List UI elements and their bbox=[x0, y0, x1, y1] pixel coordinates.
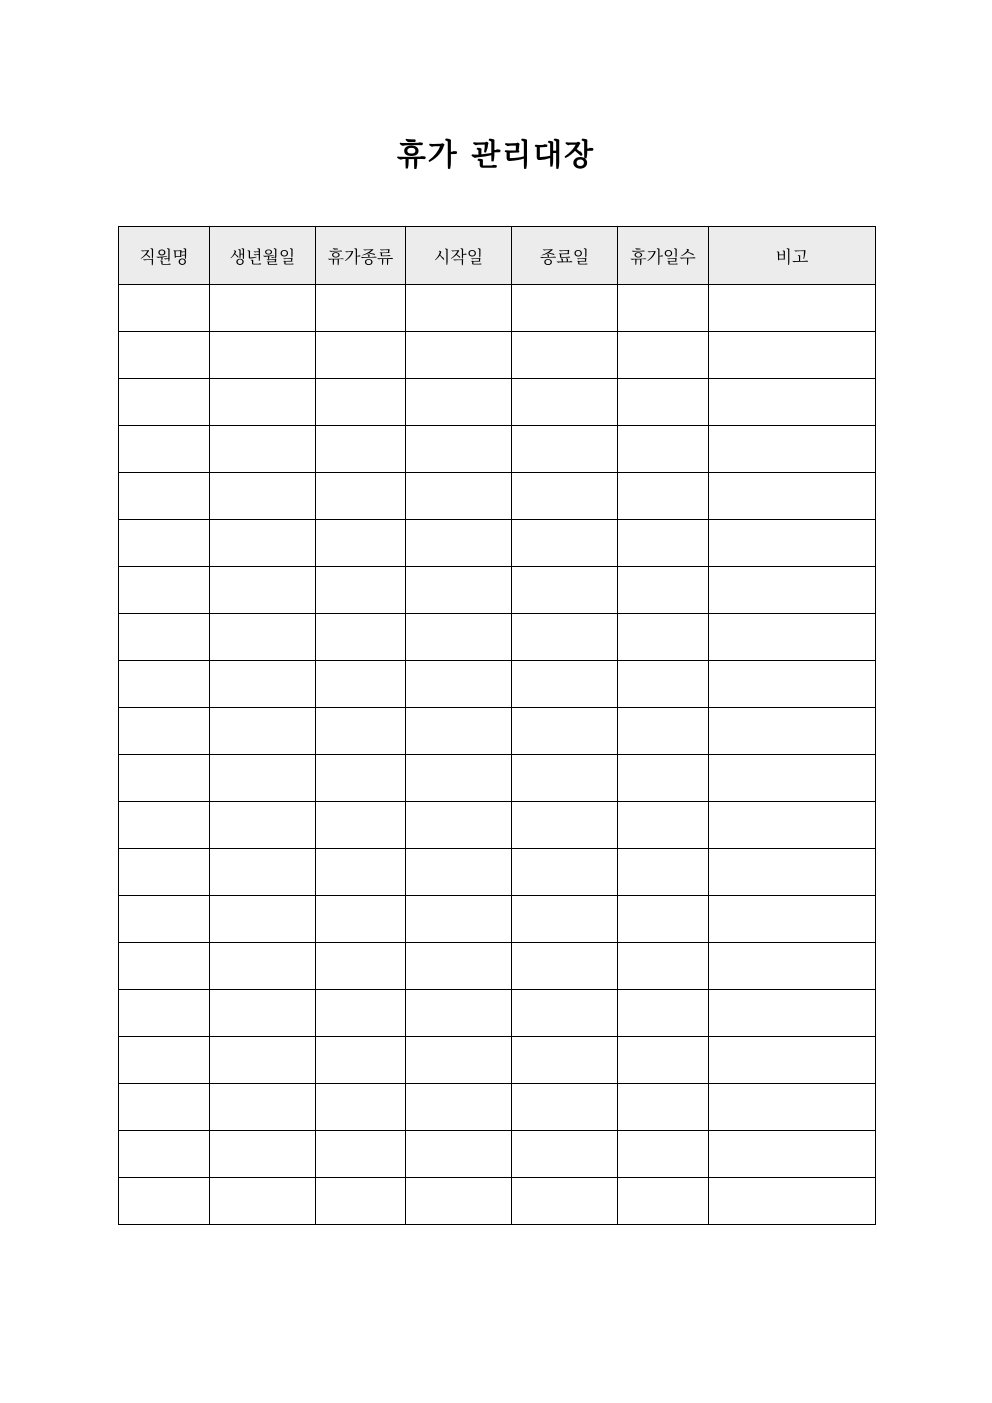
table-cell-birth-date bbox=[210, 849, 316, 896]
table-cell-end-date bbox=[512, 1178, 618, 1225]
table-cell-employee-name bbox=[119, 661, 210, 708]
table-cell-employee-name bbox=[119, 520, 210, 567]
table-cell-remarks bbox=[709, 896, 876, 943]
table-cell-birth-date bbox=[210, 708, 316, 755]
table-cell-end-date bbox=[512, 990, 618, 1037]
table-cell-end-date bbox=[512, 755, 618, 802]
table-cell-employee-name bbox=[119, 755, 210, 802]
table-cell-end-date bbox=[512, 614, 618, 661]
table-cell-leave-type bbox=[316, 1131, 406, 1178]
table-cell-employee-name bbox=[119, 473, 210, 520]
table-cell-employee-name bbox=[119, 896, 210, 943]
table-row bbox=[119, 473, 876, 520]
table-cell-leave-type bbox=[316, 473, 406, 520]
table-cell-leave-type bbox=[316, 1084, 406, 1131]
table-cell-remarks bbox=[709, 332, 876, 379]
table-cell-birth-date bbox=[210, 1131, 316, 1178]
column-header-leave-days: 휴가일수 bbox=[618, 227, 709, 285]
leave-ledger-table bbox=[118, 226, 876, 1225]
table-cell-leave-type bbox=[316, 379, 406, 426]
table-cell-remarks bbox=[709, 1037, 876, 1084]
table-cell-end-date bbox=[512, 379, 618, 426]
column-header-end-date: 종료일 bbox=[512, 227, 618, 285]
table-cell-remarks bbox=[709, 426, 876, 473]
table-cell-leave-days bbox=[618, 473, 709, 520]
table-row bbox=[119, 708, 876, 755]
table-cell-end-date bbox=[512, 849, 618, 896]
table-cell-remarks bbox=[709, 1084, 876, 1131]
table-cell-leave-type bbox=[316, 614, 406, 661]
table-cell-start-date bbox=[406, 332, 512, 379]
column-header-employee-name: 직원명 bbox=[119, 227, 210, 285]
table-row bbox=[119, 896, 876, 943]
table-cell-start-date bbox=[406, 802, 512, 849]
table-row bbox=[119, 379, 876, 426]
table-cell-leave-type bbox=[316, 1037, 406, 1084]
table-cell-birth-date bbox=[210, 567, 316, 614]
table-cell-start-date bbox=[406, 896, 512, 943]
table-row bbox=[119, 332, 876, 379]
table-cell-leave-type bbox=[316, 755, 406, 802]
table-cell-end-date bbox=[512, 708, 618, 755]
column-header-birth-date: 생년월일 bbox=[210, 227, 316, 285]
table-cell-end-date bbox=[512, 567, 618, 614]
table-cell-employee-name bbox=[119, 1084, 210, 1131]
table-cell-employee-name bbox=[119, 332, 210, 379]
table-cell-employee-name bbox=[119, 285, 210, 332]
table-cell-leave-type bbox=[316, 943, 406, 990]
table-cell-leave-days bbox=[618, 896, 709, 943]
table-cell-remarks bbox=[709, 567, 876, 614]
table-cell-birth-date bbox=[210, 990, 316, 1037]
table-row bbox=[119, 426, 876, 473]
table-cell-start-date bbox=[406, 1084, 512, 1131]
table-cell-remarks bbox=[709, 1131, 876, 1178]
table-row bbox=[119, 1178, 876, 1225]
table-cell-remarks bbox=[709, 473, 876, 520]
table-cell-employee-name bbox=[119, 1178, 210, 1225]
table-cell-birth-date bbox=[210, 426, 316, 473]
table-cell-leave-type bbox=[316, 849, 406, 896]
table-cell-remarks bbox=[709, 943, 876, 990]
table-row bbox=[119, 849, 876, 896]
table-cell-birth-date bbox=[210, 1084, 316, 1131]
table-cell-leave-days bbox=[618, 332, 709, 379]
table-cell-end-date bbox=[512, 520, 618, 567]
table-cell-birth-date bbox=[210, 332, 316, 379]
table-cell-leave-days bbox=[618, 990, 709, 1037]
table-cell-end-date bbox=[512, 473, 618, 520]
table-cell-remarks bbox=[709, 849, 876, 896]
table-cell-start-date bbox=[406, 567, 512, 614]
table-cell-remarks bbox=[709, 990, 876, 1037]
table-cell-end-date bbox=[512, 896, 618, 943]
table-cell-birth-date bbox=[210, 943, 316, 990]
table-cell-leave-days bbox=[618, 708, 709, 755]
table-row bbox=[119, 1037, 876, 1084]
column-header-leave-type: 휴가종류 bbox=[316, 227, 406, 285]
table-cell-birth-date bbox=[210, 755, 316, 802]
table-cell-leave-days bbox=[618, 661, 709, 708]
table-cell-remarks bbox=[709, 285, 876, 332]
table-cell-start-date bbox=[406, 614, 512, 661]
table-cell-end-date bbox=[512, 426, 618, 473]
table-cell-start-date bbox=[406, 1131, 512, 1178]
table-cell-leave-days bbox=[618, 1084, 709, 1131]
page-title: 휴가 관리대장 bbox=[396, 138, 596, 173]
table-row bbox=[119, 990, 876, 1037]
table-cell-start-date bbox=[406, 473, 512, 520]
table-cell-end-date bbox=[512, 332, 618, 379]
table-cell-employee-name bbox=[119, 614, 210, 661]
table-row bbox=[119, 285, 876, 332]
table-cell-end-date bbox=[512, 661, 618, 708]
table-cell-leave-type bbox=[316, 802, 406, 849]
table-cell-end-date bbox=[512, 1131, 618, 1178]
table-cell-leave-type bbox=[316, 661, 406, 708]
table-cell-leave-days bbox=[618, 379, 709, 426]
table-cell-remarks bbox=[709, 802, 876, 849]
table-cell-leave-days bbox=[618, 1131, 709, 1178]
table-cell-remarks bbox=[709, 661, 876, 708]
table-cell-leave-days bbox=[618, 567, 709, 614]
table-cell-birth-date bbox=[210, 379, 316, 426]
table-cell-end-date bbox=[512, 1037, 618, 1084]
table-cell-leave-days bbox=[618, 755, 709, 802]
table-cell-start-date bbox=[406, 426, 512, 473]
table-cell-end-date bbox=[512, 285, 618, 332]
table-cell-start-date bbox=[406, 1178, 512, 1225]
table-body bbox=[119, 285, 876, 1225]
table-cell-start-date bbox=[406, 849, 512, 896]
table-cell-remarks bbox=[709, 520, 876, 567]
table-row bbox=[119, 661, 876, 708]
table-cell-start-date bbox=[406, 285, 512, 332]
table-cell-leave-type bbox=[316, 520, 406, 567]
table-row bbox=[119, 755, 876, 802]
table-cell-employee-name bbox=[119, 990, 210, 1037]
table-row bbox=[119, 614, 876, 661]
table-cell-remarks bbox=[709, 379, 876, 426]
table-cell-end-date bbox=[512, 802, 618, 849]
table-cell-birth-date bbox=[210, 661, 316, 708]
table-header-row bbox=[119, 227, 876, 285]
column-header-start-date: 시작일 bbox=[406, 227, 512, 285]
table-cell-remarks bbox=[709, 614, 876, 661]
table-cell-leave-type bbox=[316, 896, 406, 943]
table-row bbox=[119, 1131, 876, 1178]
table-cell-employee-name bbox=[119, 426, 210, 473]
table-cell-birth-date bbox=[210, 1178, 316, 1225]
table-cell-leave-type bbox=[316, 990, 406, 1037]
table-cell-leave-days bbox=[618, 520, 709, 567]
table-cell-leave-days bbox=[618, 1037, 709, 1084]
table-cell-leave-days bbox=[618, 426, 709, 473]
table-cell-birth-date bbox=[210, 473, 316, 520]
table-cell-leave-type bbox=[316, 426, 406, 473]
table-cell-end-date bbox=[512, 943, 618, 990]
table-cell-leave-type bbox=[316, 708, 406, 755]
table-cell-employee-name bbox=[119, 802, 210, 849]
table-cell-birth-date bbox=[210, 1037, 316, 1084]
table-cell-birth-date bbox=[210, 614, 316, 661]
table-cell-leave-type bbox=[316, 285, 406, 332]
table-cell-leave-days bbox=[618, 614, 709, 661]
table-row bbox=[119, 802, 876, 849]
table-cell-leave-days bbox=[618, 285, 709, 332]
table-cell-start-date bbox=[406, 661, 512, 708]
table-row bbox=[119, 1084, 876, 1131]
table-cell-leave-days bbox=[618, 849, 709, 896]
table-cell-employee-name bbox=[119, 379, 210, 426]
table-cell-start-date bbox=[406, 708, 512, 755]
table-cell-start-date bbox=[406, 379, 512, 426]
table-cell-employee-name bbox=[119, 708, 210, 755]
table-cell-birth-date bbox=[210, 802, 316, 849]
table-cell-birth-date bbox=[210, 520, 316, 567]
table-cell-employee-name bbox=[119, 849, 210, 896]
table-cell-start-date bbox=[406, 520, 512, 567]
table-cell-start-date bbox=[406, 990, 512, 1037]
table-cell-birth-date bbox=[210, 285, 316, 332]
table-cell-start-date bbox=[406, 943, 512, 990]
table-row bbox=[119, 943, 876, 990]
table-cell-start-date bbox=[406, 755, 512, 802]
table-cell-leave-type bbox=[316, 1178, 406, 1225]
table-cell-leave-days bbox=[618, 802, 709, 849]
table-row bbox=[119, 567, 876, 614]
table-cell-leave-days bbox=[618, 1178, 709, 1225]
table-cell-start-date bbox=[406, 1037, 512, 1084]
table-cell-employee-name bbox=[119, 567, 210, 614]
table-cell-employee-name bbox=[119, 1037, 210, 1084]
table-cell-end-date bbox=[512, 1084, 618, 1131]
table-cell-remarks bbox=[709, 708, 876, 755]
table-row bbox=[119, 520, 876, 567]
table-cell-leave-days bbox=[618, 943, 709, 990]
table-cell-remarks bbox=[709, 1178, 876, 1225]
table-cell-birth-date bbox=[210, 896, 316, 943]
table-cell-leave-type bbox=[316, 567, 406, 614]
table-cell-employee-name bbox=[119, 943, 210, 990]
column-header-remarks: 비고 bbox=[709, 227, 876, 285]
table-cell-remarks bbox=[709, 755, 876, 802]
table-cell-leave-type bbox=[316, 332, 406, 379]
table-cell-employee-name bbox=[119, 1131, 210, 1178]
